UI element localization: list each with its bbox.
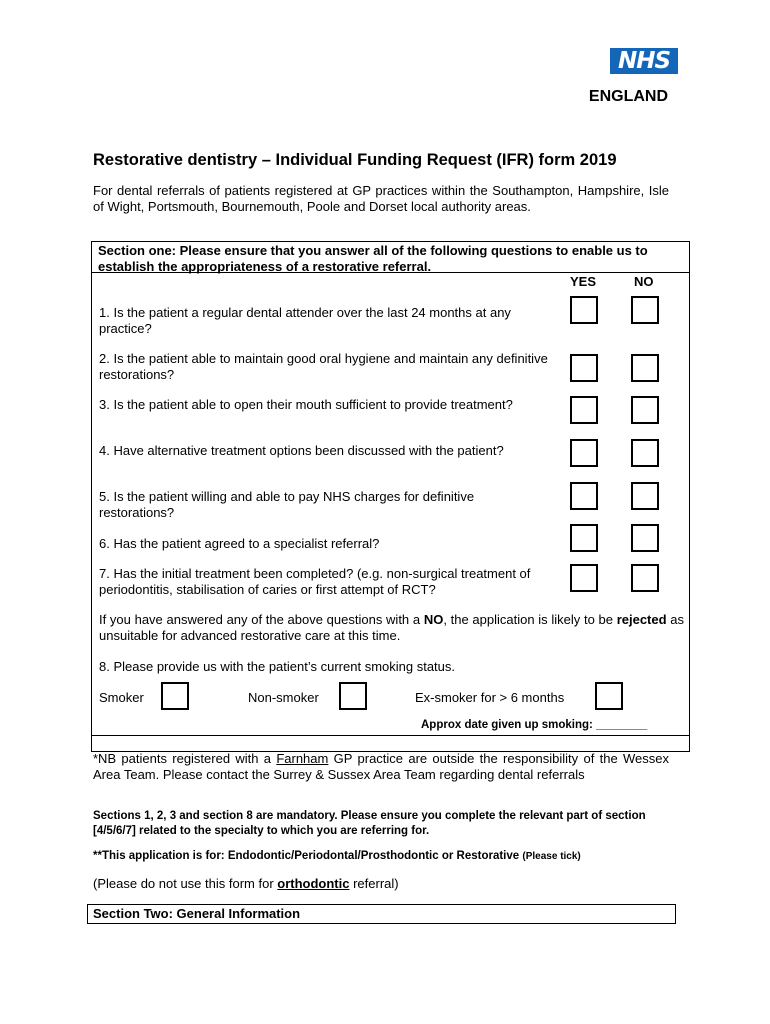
q1-yes-checkbox[interactable] <box>570 296 598 324</box>
orthodontic-note: (Please do not use this form for orthodontic referral) <box>93 876 399 891</box>
q7-yes-checkbox[interactable] <box>570 564 598 592</box>
q4-yes-checkbox[interactable] <box>570 439 598 467</box>
yes-column-header: YES <box>570 274 597 289</box>
region-label: ENGLAND <box>588 88 668 105</box>
q6-no-checkbox[interactable] <box>631 524 659 552</box>
smoker-label: Smoker <box>99 690 144 705</box>
section-one-footer-divider <box>92 735 689 736</box>
smoker-checkbox[interactable] <box>161 682 189 710</box>
ex-smoker-checkbox[interactable] <box>595 682 623 710</box>
question-1: 1. Is the patient a regular dental attender over the last 24 months at any practice? <box>99 305 511 336</box>
question-2: 2. Is the patient able to maintain good oral hygiene and maintain any definitive restorations? <box>99 351 548 382</box>
no-column-header: NO <box>634 274 654 289</box>
intro-paragraph: For dental referrals of patients registered at GP practices within the Southampton, Hampshire, Isle of Wight, Portsmouth, Bournemouth, Poole and Dorset local authority areas. <box>93 183 669 214</box>
rejection-warning: If you have answered any of the above questions with a NO, the application is likely to be rejected as unsuitable for advanced restorative care at this time. <box>99 612 684 643</box>
question-7: 7. Has the initial treatment been completed? (e.g. non-surgical treatment of periodontitis, stabilisation of caries or first attempt of RCT? <box>99 566 531 597</box>
question-6: 6. Has the patient agreed to a specialist referral? <box>99 536 380 551</box>
q7-no-checkbox[interactable] <box>631 564 659 592</box>
page-title: Restorative dentistry – Individual Funding Request (IFR) form 2019 <box>93 151 617 169</box>
non-smoker-label: Non-smoker <box>248 690 319 705</box>
q5-no-checkbox[interactable] <box>631 482 659 510</box>
q2-yes-checkbox[interactable] <box>570 354 598 382</box>
approx-date-field[interactable]: Approx date given up smoking: ________ <box>421 719 648 731</box>
non-smoker-checkbox[interactable] <box>339 682 367 710</box>
question-8: 8. Please provide us with the patient’s current smoking status. <box>99 659 456 674</box>
q1-no-checkbox[interactable] <box>631 296 659 324</box>
rejected-emphasis: rejected <box>616 612 667 627</box>
q4-no-checkbox[interactable] <box>631 439 659 467</box>
section-two-heading: Section Two: General Information <box>87 904 676 924</box>
mandatory-note: Sections 1, 2, 3 and section 8 are mandatory. Please ensure you complete the relevant part of section [4/5/6/7] related to the specialty to which you are referring for. <box>93 810 646 837</box>
q5-yes-checkbox[interactable] <box>570 482 598 510</box>
nhs-logo: NHS <box>610 48 678 74</box>
farnham-link: Farnham <box>276 751 329 766</box>
q3-yes-checkbox[interactable] <box>570 396 598 424</box>
q2-no-checkbox[interactable] <box>631 354 659 382</box>
ex-smoker-label: Ex-smoker for > 6 months <box>415 690 565 705</box>
q3-no-checkbox[interactable] <box>631 396 659 424</box>
question-3: 3. Is the patient able to open their mouth sufficient to provide treatment? <box>99 397 513 412</box>
q6-yes-checkbox[interactable] <box>570 524 598 552</box>
question-4: 4. Have alternative treatment options been discussed with the patient? <box>99 443 504 458</box>
section-one-heading: Section one: Please ensure that you answer all of the following questions to enable us to establish the appropriateness of a restorative referral. <box>98 243 648 274</box>
orthodontic-emphasis: orthodontic <box>277 876 350 891</box>
nb-note: *NB patients registered with a Farnham GP practice are outside the responsibility of the Wessex Area Team. Please contact the Surrey & Sussex Area Team regarding dental referrals <box>93 751 669 782</box>
no-emphasis: NO <box>423 612 444 627</box>
question-5: 5. Is the patient willing and able to pay NHS charges for definitive restorations? <box>99 489 475 520</box>
application-type: **This application is for: Endodontic/Periodontal/Prosthodontic or Restorative (Please tick) <box>93 850 581 862</box>
